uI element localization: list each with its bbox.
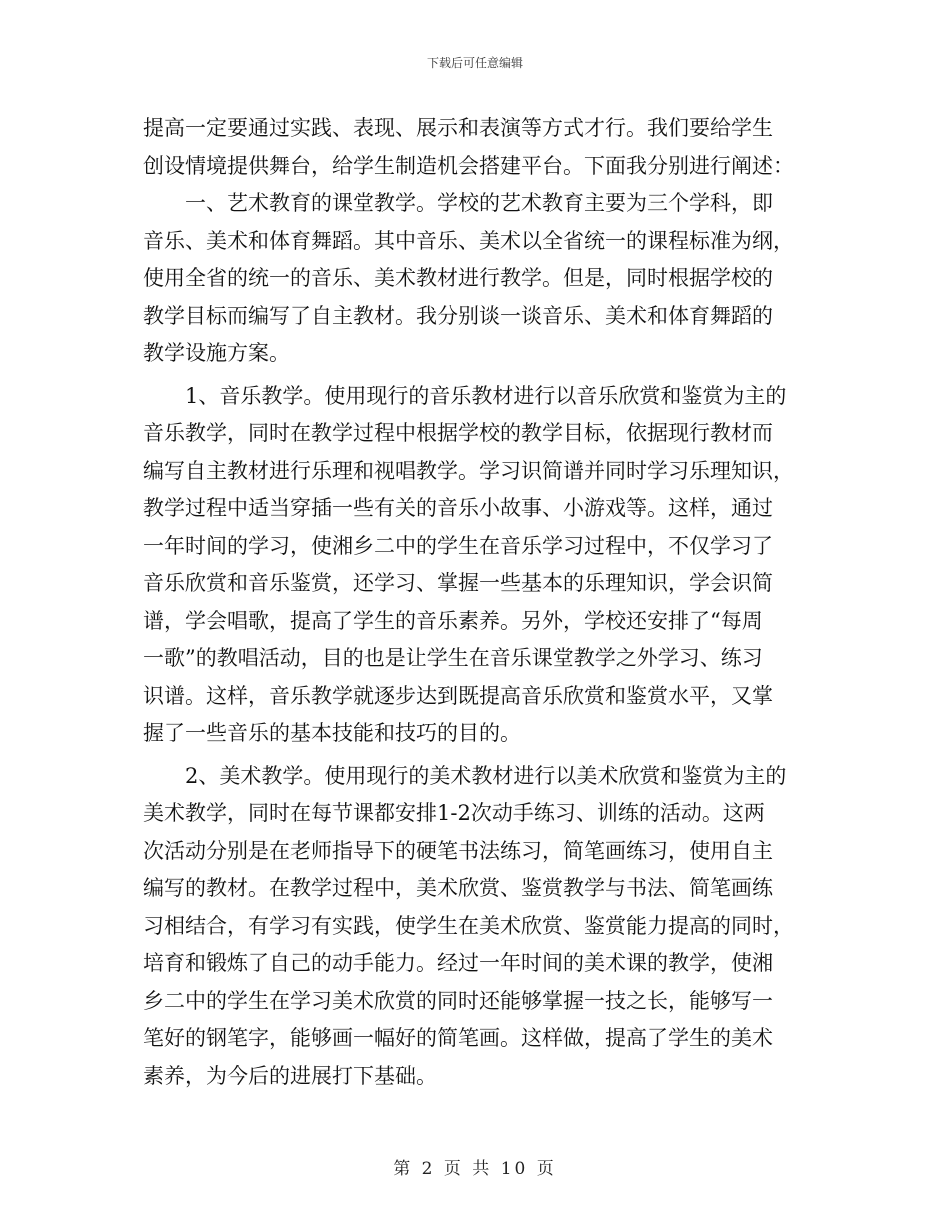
text-line: 编写的教材。在教学过程中，美术欣赏、鉴赏教学与书法、简笔画练 [143, 876, 773, 900]
text-line: 谱，学会唱歌，提高了学生的音乐素养。另外，学校还安排了“每周 [143, 608, 763, 633]
header-note: 下载后可任意编辑 [426, 56, 523, 70]
text-line: 培育和锻炼了自己的动手能力。经过一年时间的美术课的教学，使湘 [143, 951, 773, 975]
text-line: 音乐教学，同时在教学过程中根据学校的教学目标，依据现行教材而 [143, 421, 773, 445]
text-line: 素养，为今后的进展打下基础。 [143, 1063, 437, 1088]
text-line: 教学设施方案。 [143, 341, 290, 365]
text-line: 创设情境提供舞台，给学生制造机会搭建平台。下面我分别进行阐述： [143, 153, 794, 178]
text-line: 习相结合，有学习有实践，使学生在美术欣赏、鉴赏能力提高的同时， [143, 913, 794, 938]
text-line: 乡二中的学生在学习美术欣赏的同时还能够掌握一技之长，能够写一 [143, 988, 773, 1013]
document-body [143, 110, 809, 1095]
text-line: 教学目标而编写了自主教材。我分别谈一谈音乐、美术和体育舞蹈的 [143, 303, 773, 328]
text-line: 次活动分别是在老师指导下的硬笔书法练习，简笔画练习，使用自主 [143, 838, 773, 863]
text-line: 音乐欣赏和音乐鉴赏，还学习、掌握一些基本的乐理知识，学会识简 [143, 571, 773, 595]
text-line: 使用全省的统一的音乐、美术教材进行教学。但是，同时根据学校的 [143, 266, 773, 290]
text-line: 识谱。这样，音乐教学就逐步达到既提高音乐欣赏和鉴赏水平，又掌 [143, 683, 773, 708]
page-number: 第 2 页 共 10 页 [393, 1159, 557, 1179]
text-line: 一、艺术教育的课堂教学。学校的艺术教育主要为三个学科，即 [143, 191, 773, 215]
text-line: 教学过程中适当穿插一些有关的音乐小故事、小游戏等。这样，通过 [143, 496, 773, 520]
text-line: 一年时间的学习，使湘乡二中的学生在音乐学习过程中，不仅学习了 [143, 533, 773, 558]
text-line: 笔好的钢笔字，能够画一幅好的简笔画。这样做，提高了学生的美术 [143, 1026, 773, 1050]
text-line: 1、音乐教学。使用现行的音乐教材进行以音乐欣赏和鉴赏为主的 [143, 383, 787, 408]
text-line: 美术教学，同时在每节课都安排1-2次动手练习、训练的活动。这两 [143, 801, 765, 825]
text-line: 音乐、美术和体育舞蹈。其中音乐、美术以全省统一的课程标准为纲， [143, 228, 794, 253]
text-line: 提高一定要通过实践、表现、展示和表演等方式才行。我们要给学生 [143, 116, 773, 140]
text-line: 2、美术教学。使用现行的美术教材进行以美术欣赏和鉴赏为主的 [143, 763, 787, 788]
text-line: 一歌”的教唱活动，目的也是让学生在音乐课堂教学之外学习、练习 [143, 646, 763, 670]
text-line: 握了一些音乐的基本技能和技巧的目的。 [143, 721, 521, 745]
text-line: 编写自主教材进行乐理和视唱教学。学习识简谱并同时学习乐理知识， [143, 458, 794, 483]
